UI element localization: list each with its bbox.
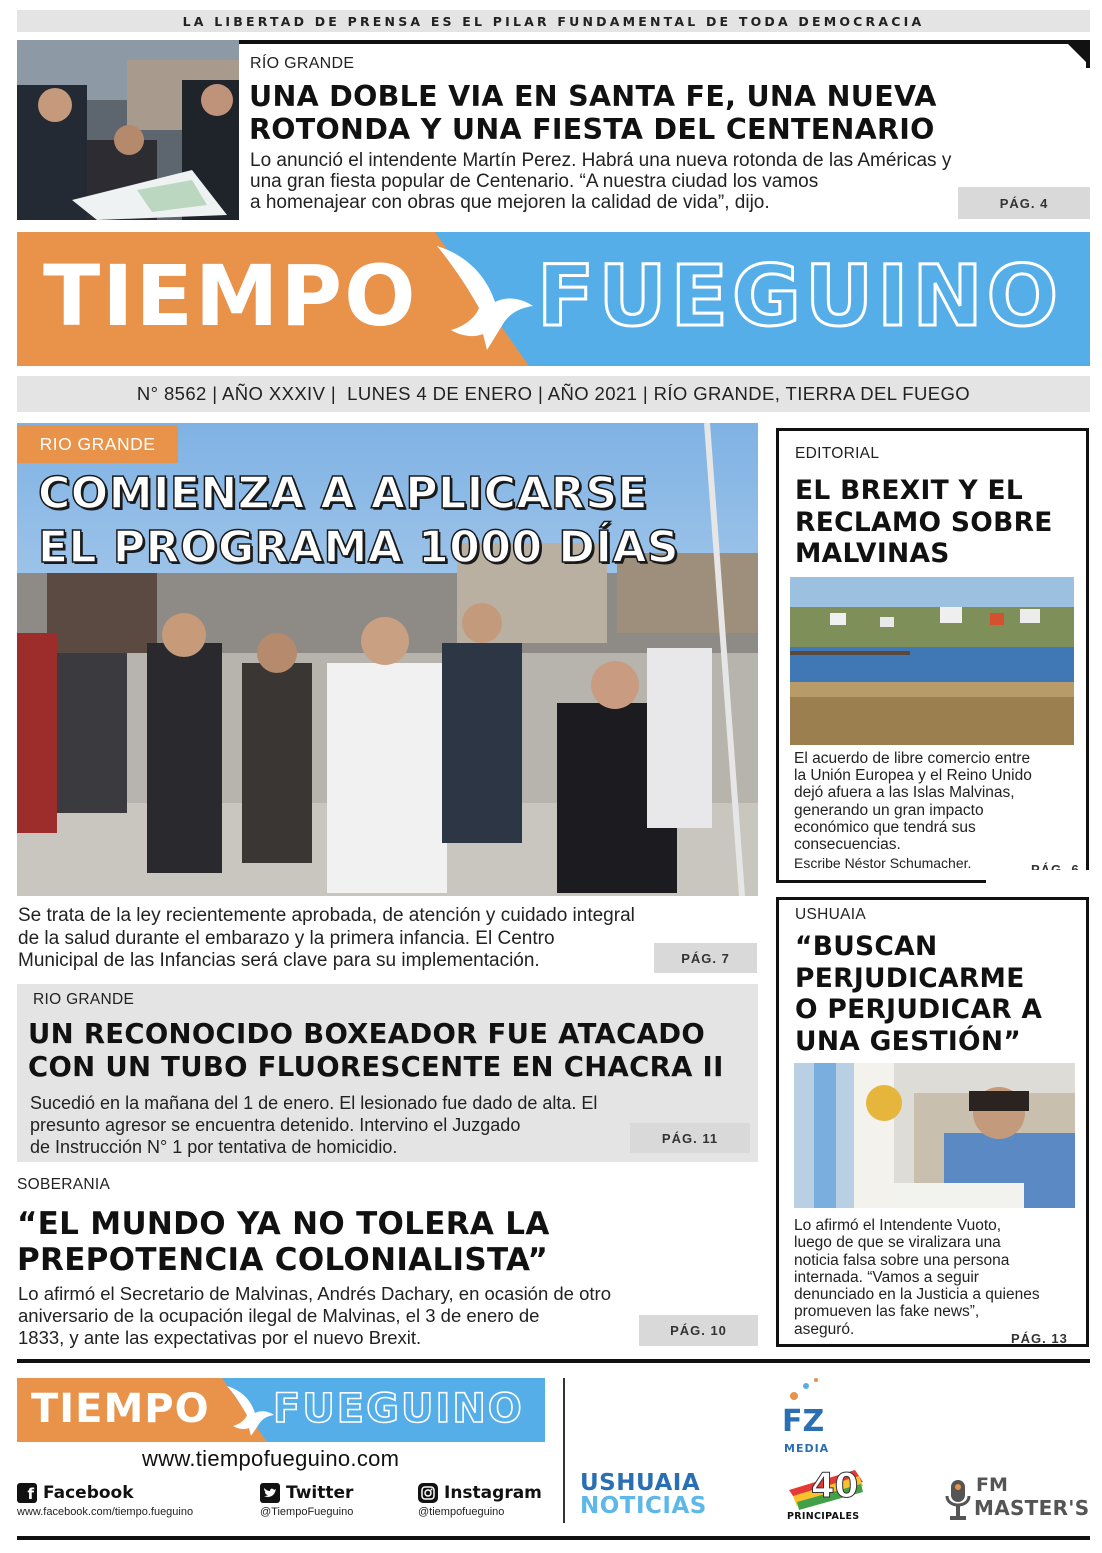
editorial-summary-line-4: generando un gran impacto [794,801,984,819]
editorial-headline-line-3: MALVINAS [795,538,950,569]
top-story-headline-line-2: ROTONDA Y UNA FIESTA DEL CENTENARIO [249,113,935,146]
editorial-summary-line-1: El acuerdo de libre comercio entre [794,750,1031,767]
fz-media-logo[interactable] [780,1376,840,1458]
issue-bar [17,376,1090,412]
footer-logo-left: TIEMPO [31,1386,210,1432]
top-story-summary-line-3: a homenajear con obras que mejoren la calidad de vida”, dijo. [250,192,770,213]
soberania-story-page-tag[interactable]: PÁG. 10 [639,1315,758,1346]
top-story-summary-line-2: una gran fiesta popular de Centenario. “A nuestra ciudad los vamos [250,171,819,192]
ushuaia-photo-image [794,1063,1075,1208]
ushuaia-summary-line-7: aseguró. [794,1320,855,1338]
issue-line: N° 8562 | AÑO XXXIV | LUNES 4 DE ENERO | AÑO 2021 | RÍO GRANDE, TIERRA DEL FUEGO [136,383,971,404]
instagram-label: Instagram [444,1483,542,1503]
ushuaia-headline-line-4: UNA GESTIÓN” [795,1025,1022,1057]
editorial-summary-line-5: económico que tendrá sus [794,818,976,836]
soberania-story-summary-line-3: 1833, y ante las expectativas por el nuevo Brexit. [18,1327,422,1348]
lead-story-headline-line-2: EL PROGRAMA 1000 DÍAS [38,522,680,573]
editorial-author: Escribe Néstor Schumacher. [794,855,972,871]
ushuaia-headline-line-1: “BUSCAN [795,931,938,962]
facebook-icon: f [17,1483,37,1503]
editorial-photo[interactable] [790,577,1074,745]
ushuaia-summary [794,1217,1040,1338]
twitter-handle: @TiempoFueguino [260,1506,354,1518]
boxer-story-summary-line-1: Sucedió en la mañana del 1 de enero. El lesionado fue dado de alta. El [30,1093,598,1113]
fz-logo-text: FZ [782,1404,825,1439]
ushuaia-summary-line-5: denunciado en la Justicia a quienes [794,1286,1040,1304]
bird-icon [429,238,539,356]
ushuaia-kicker: USHUAIA [795,906,867,923]
masters-label: MASTER'S [974,1496,1090,1520]
top-story-summary [250,150,951,213]
ushuaia-summary-line-6: promueven las fake news”, [794,1303,980,1321]
editorial-bottom-cut [986,870,1091,886]
soberania-story-summary-line-1: Lo afirmó el Secretario de Malvinas, Andrés Dachary, en ocasión de otro [18,1283,611,1304]
boxer-story-summary-line-2: presunto agresor se encuentra detenido. Intervino el Juzgado [30,1115,521,1135]
motto-bar [17,10,1090,32]
fm-label: FM [976,1474,1008,1496]
footer-divider [563,1378,565,1523]
boxer-story-summary [30,1092,597,1158]
boxer-story-headline[interactable] [28,1018,724,1084]
soberania-story-kicker: SOBERANIA [17,1176,111,1193]
fm-masters-logo[interactable] [944,1474,1089,1524]
lead-story-summary [18,905,635,973]
footer-logo[interactable] [17,1378,545,1442]
footer-website[interactable]: www.tiempofueguino.com [142,1446,400,1471]
footer-bird-icon [223,1382,275,1438]
lead-story-page-tag[interactable]: PÁG. 7 [654,943,757,973]
ushuaia-noticias-line-1: USHUAIA [580,1470,701,1496]
top-story-headline-line-1: UNA DOBLE VIA EN SANTA FE, UNA NUEVA [249,80,937,113]
ushuaia-summary-line-1: Lo afirmó el Intendente Vuoto, [794,1217,1002,1234]
principales-number: 40 [811,1466,859,1506]
boxer-story-kicker: RIO GRANDE [33,991,135,1008]
lead-story-headline[interactable] [38,467,679,575]
principales-label: PRINCIPALES [787,1511,860,1522]
corner-triangle [1064,40,1090,66]
ushuaia-noticias-line-2: NOTICIAS [580,1493,707,1519]
ushuaia-noticias-logo[interactable] [580,1472,707,1518]
ushuaia-page-tag[interactable]: PÁG. 13 [1011,1331,1068,1346]
top-story-kicker: RÍO GRANDE [250,55,355,72]
editorial-summary-line-2: la Unión Europea y el Reino Unido [794,767,1032,785]
ushuaia-photo[interactable] [794,1063,1075,1208]
soberania-story-headline[interactable] [17,1206,550,1278]
microphone-icon [944,1478,972,1522]
footer-bottom-rule [17,1536,1090,1540]
facebook-label: Facebook [43,1483,134,1503]
lead-story-tag[interactable]: RIO GRANDE [17,425,178,463]
top-story-rule [239,40,1090,44]
twitter-label: Twitter [286,1483,354,1503]
soberania-story-summary [18,1283,611,1349]
editorial-summary-line-6: consecuencias. [794,836,901,854]
boxer-story-headline-line-2: CON UN TUBO FLUORESCENTE EN CHACRA II [28,1051,724,1083]
facebook-handle: www.facebook.com/tiempo.fueguino [17,1506,194,1518]
soberania-story-headline-line-1: “EL MUNDO YA NO TOLERA LA [17,1206,550,1242]
ushuaia-summary-line-4: internada. “Vamos a seguir [794,1268,979,1286]
ushuaia-summary-line-3: noticia falsa sobre una persona [794,1251,1010,1269]
ushuaia-headline-line-2: PERJUDICARME [795,962,1025,994]
ushuaia-headline [795,931,1042,1057]
masthead-title-right: FUEGUINO [537,247,1063,345]
ushuaia-headline-line-3: O PERJUDICAR A [795,994,1043,1025]
boxer-story-page-tag[interactable]: PÁG. 11 [630,1123,750,1153]
soberania-story-headline-line-2: PREPOTENCIA COLONIALISTA” [17,1242,549,1278]
lead-story-summary-line-1: Se trata de la ley recientemente aprobada, de atención y cuidado integral [18,905,635,926]
instagram-handle: @tiempofueguino [418,1506,505,1518]
lead-story-summary-line-3: Municipal de las Infancias será clave para su implementación. [18,950,540,971]
masthead[interactable] [17,232,1090,366]
top-story-headline[interactable] [249,80,937,146]
lead-story-headline-line-1: COMIENZA A APLICARSE [38,468,649,519]
soberania-story-summary-line-2: aniversario de la ocupación ilegal de Malvinas, el 3 de enero de [18,1305,540,1326]
masthead-title-left: TIEMPO [43,247,418,345]
top-story-page-tag[interactable]: PÁG. 4 [958,187,1090,219]
motto-text: LA LIBERTAD DE PRENSA ES EL PILAR FUNDAMENTAL DE TODA DEMOCRACIA [182,13,925,29]
boxer-story-summary-line-3: de Instrucción N° 1 por tentativa de homicidio. [30,1137,398,1157]
instagram-icon [418,1483,438,1503]
editorial-summary-line-3: dejó afuera a las Islas Malvinas, [794,784,1015,802]
principales-logo[interactable] [785,1466,867,1526]
editorial-summary [794,750,1032,853]
boxer-story-headline-line-1: UN RECONOCIDO BOXEADOR FUE ATACADO [28,1018,706,1050]
top-story-summary-line-1: Lo anunció el intendente Martín Perez. Habrá una nueva rotonda de las Américas y [250,150,952,171]
fz-logo-sub: MEDIA [784,1442,830,1455]
top-story-photo[interactable] [17,40,239,220]
editorial-kicker: EDITORIAL [795,445,880,462]
facebook-link[interactable] [17,1483,193,1518]
top-story-photo-image [17,40,239,220]
twitter-link[interactable] [260,1483,353,1518]
editorial-headline-line-1: EL BREXIT Y EL [795,475,1024,506]
lead-story-summary-line-2: de la salud durante el embarazo y la primera infancia. El Centro [18,927,555,949]
editorial-headline [795,475,1053,570]
instagram-link[interactable] [418,1483,542,1518]
editorial-headline-line-2: RECLAMO SOBRE [795,506,1053,538]
ushuaia-summary-line-2: luego de que se viralizara una [794,1234,1001,1252]
fz-dots-icon [780,1376,840,1406]
twitter-icon [260,1483,280,1503]
footer-top-rule [17,1359,1090,1363]
editorial-photo-image [790,577,1074,745]
footer-logo-right: FUEGUINO [273,1386,524,1432]
